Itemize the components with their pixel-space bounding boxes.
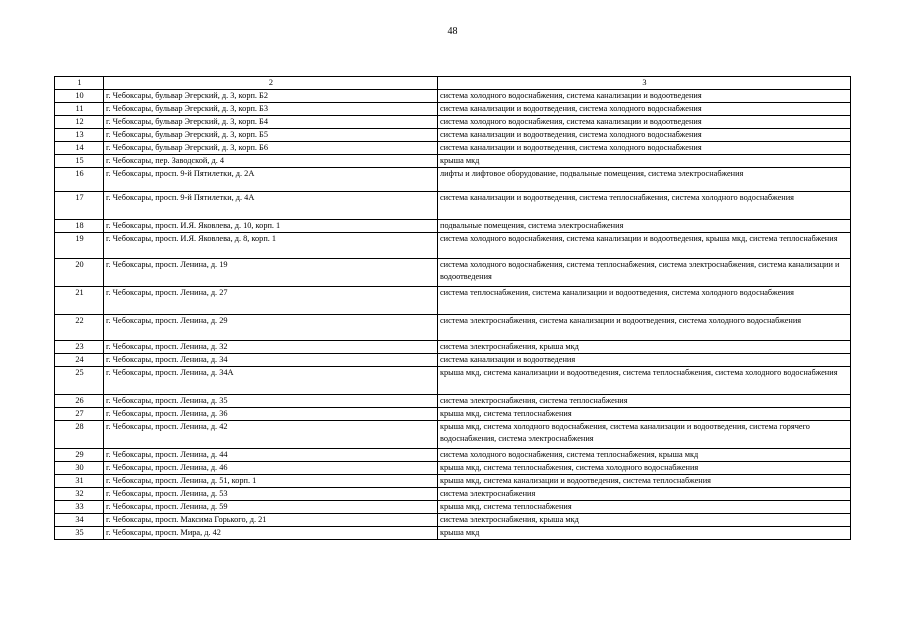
systems-cell: крыша мкд, система теплоснабжения: [438, 408, 851, 421]
row-number-cell: 30: [55, 462, 104, 475]
row-number-cell: 19: [55, 233, 104, 259]
table-row: [55, 116, 851, 129]
header-cell-1: 1: [55, 77, 104, 90]
row-number-cell: 31: [55, 475, 104, 488]
table-row: [55, 233, 851, 259]
row-number-cell: 21: [55, 287, 104, 315]
table-row: [55, 408, 851, 421]
row-number-cell: 26: [55, 395, 104, 408]
table-row: [55, 129, 851, 142]
table-row: [55, 475, 851, 488]
systems-cell: система электроснабжения, крыша мкд: [438, 514, 851, 527]
row-number-cell: 12: [55, 116, 104, 129]
systems-cell: система теплоснабжения, система канализации и водоотведения, система холодного водоснабжения: [438, 287, 851, 315]
table-row: [55, 421, 851, 449]
row-number-cell: 18: [55, 220, 104, 233]
systems-cell: система холодного водоснабжения, система теплоснабжения, крыша мкд: [438, 449, 851, 462]
table-row: [55, 514, 851, 527]
table-row: [55, 90, 851, 103]
systems-cell: система канализации и водоотведения, система холодного водоснабжения: [438, 129, 851, 142]
systems-cell: система холодного водоснабжения, система теплоснабжения, система электроснабжения, система канализации и водоотведения: [438, 259, 851, 287]
table-row: [55, 168, 851, 192]
row-number-cell: 35: [55, 527, 104, 540]
page-number: 48: [447, 26, 458, 37]
table-row: [55, 367, 851, 395]
table-row: [55, 462, 851, 475]
systems-cell: система канализации и водоотведения, система холодного водоснабжения: [438, 103, 851, 116]
address-cell: г. Чебоксары, просп. Ленина, д. 42: [104, 421, 438, 449]
systems-cell: система холодного водоснабжения, система канализации и водоотведения: [438, 116, 851, 129]
address-cell: г. Чебоксары, просп. Ленина, д. 34: [104, 354, 438, 367]
row-number-cell: 10: [55, 90, 104, 103]
row-number-cell: 15: [55, 155, 104, 168]
systems-cell: подвальные помещения, система электроснабжения: [438, 220, 851, 233]
address-cell: г. Чебоксары, просп. Ленина, д. 19: [104, 259, 438, 287]
row-number-cell: 16: [55, 168, 104, 192]
address-cell: г. Чебоксары, бульвар Эгерский, д. 3, корп. Б6: [104, 142, 438, 155]
table-row: [55, 220, 851, 233]
address-cell: г. Чебоксары, просп. 9-й Пятилетки, д. 4А: [104, 192, 438, 220]
table-row: [55, 527, 851, 540]
table-row: [55, 155, 851, 168]
address-cell: г. Чебоксары, просп. Ленина, д. 44: [104, 449, 438, 462]
address-cell: г. Чебоксары, пер. Заводской, д. 4: [104, 155, 438, 168]
address-cell: г. Чебоксары, просп. Ленина, д. 29: [104, 315, 438, 341]
row-number-cell: 14: [55, 142, 104, 155]
table-row: [55, 315, 851, 341]
address-cell: г. Чебоксары, бульвар Эгерский, д. 3, корп. Б5: [104, 129, 438, 142]
address-cell: г. Чебоксары, просп. Ленина, д. 53: [104, 488, 438, 501]
table-row: [55, 488, 851, 501]
systems-cell: крыша мкд: [438, 527, 851, 540]
table-row: [55, 501, 851, 514]
row-number-cell: 11: [55, 103, 104, 116]
systems-cell: крыша мкд, система теплоснабжения, система холодного водоснабжения: [438, 462, 851, 475]
header-cell-2: 2: [104, 77, 438, 90]
row-number-cell: 27: [55, 408, 104, 421]
systems-cell: система канализации и водоотведения: [438, 354, 851, 367]
address-cell: г. Чебоксары, просп. И.Я. Яковлева, д. 10, корп. 1: [104, 220, 438, 233]
table-row: [55, 192, 851, 220]
systems-cell: крыша мкд, система холодного водоснабжения, система канализации и водоотведения, система горячего водоснабжения, система электроснабжения: [438, 421, 851, 449]
systems-cell: крыша мкд, система канализации и водоотведения, система теплоснабжения: [438, 475, 851, 488]
address-cell: г. Чебоксары, просп. Мира, д. 42: [104, 527, 438, 540]
table-row: [55, 103, 851, 116]
address-cell: г. Чебоксары, просп. Ленина, д. 36: [104, 408, 438, 421]
systems-cell: система электроснабжения, система теплоснабжения: [438, 395, 851, 408]
table-row: [55, 354, 851, 367]
row-number-cell: 32: [55, 488, 104, 501]
systems-cell: крыша мкд, система канализации и водоотведения, система теплоснабжения, система холодного водоснабжения: [438, 367, 851, 395]
systems-cell: система канализации и водоотведения, система холодного водоснабжения: [438, 142, 851, 155]
table-row: [55, 341, 851, 354]
row-number-cell: 28: [55, 421, 104, 449]
row-number-cell: 23: [55, 341, 104, 354]
table-row: [55, 142, 851, 155]
table-row: [55, 287, 851, 315]
address-cell: г. Чебоксары, бульвар Эгерский, д. 3, корп. Б3: [104, 103, 438, 116]
row-number-cell: 20: [55, 259, 104, 287]
systems-cell: крыша мкд, система теплоснабжения: [438, 501, 851, 514]
address-cell: г. Чебоксары, просп. Ленина, д. 27: [104, 287, 438, 315]
systems-cell: система электроснабжения, система канализации и водоотведения, система холодного водоснабжения: [438, 315, 851, 341]
address-cell: г. Чебоксары, просп. И.Я. Яковлева, д. 8, корп. 1: [104, 233, 438, 259]
address-cell: г. Чебоксары, просп. Ленина, д. 35: [104, 395, 438, 408]
data-table: [54, 76, 851, 540]
address-cell: г. Чебоксары, просп. Ленина, д. 34А: [104, 367, 438, 395]
row-number-cell: 25: [55, 367, 104, 395]
table-row: [55, 259, 851, 287]
systems-cell: система холодного водоснабжения, система канализации и водоотведения, крыша мкд, система теплоснабжения: [438, 233, 851, 259]
address-cell: г. Чебоксары, просп. Ленина, д. 51, корп. 1: [104, 475, 438, 488]
systems-cell: система холодного водоснабжения, система канализации и водоотведения: [438, 90, 851, 103]
address-cell: г. Чебоксары, просп. Максима Горького, д. 21: [104, 514, 438, 527]
header-cell-3: 3: [438, 77, 851, 90]
address-cell: г. Чебоксары, просп. 9-й Пятилетки, д. 2А: [104, 168, 438, 192]
table-header-row: [55, 77, 851, 90]
row-number-cell: 17: [55, 192, 104, 220]
row-number-cell: 33: [55, 501, 104, 514]
address-cell: г. Чебоксары, бульвар Эгерский, д. 3, корп. Б2: [104, 90, 438, 103]
systems-cell: крыша мкд: [438, 155, 851, 168]
table-row: [55, 449, 851, 462]
address-cell: г. Чебоксары, просп. Ленина, д. 59: [104, 501, 438, 514]
table-row: [55, 395, 851, 408]
systems-cell: система электроснабжения, крыша мкд: [438, 341, 851, 354]
row-number-cell: 29: [55, 449, 104, 462]
address-cell: г. Чебоксары, бульвар Эгерский, д. 3, корп. Б4: [104, 116, 438, 129]
row-number-cell: 13: [55, 129, 104, 142]
row-number-cell: 34: [55, 514, 104, 527]
systems-cell: система канализации и водоотведения, система теплоснабжения, система холодного водоснабжения: [438, 192, 851, 220]
address-cell: г. Чебоксары, просп. Ленина, д. 46: [104, 462, 438, 475]
row-number-cell: 24: [55, 354, 104, 367]
systems-cell: лифты и лифтовое оборудование, подвальные помещения, система электроснабжения: [438, 168, 851, 192]
address-cell: г. Чебоксары, просп. Ленина, д. 32: [104, 341, 438, 354]
systems-cell: система электроснабжения: [438, 488, 851, 501]
row-number-cell: 22: [55, 315, 104, 341]
